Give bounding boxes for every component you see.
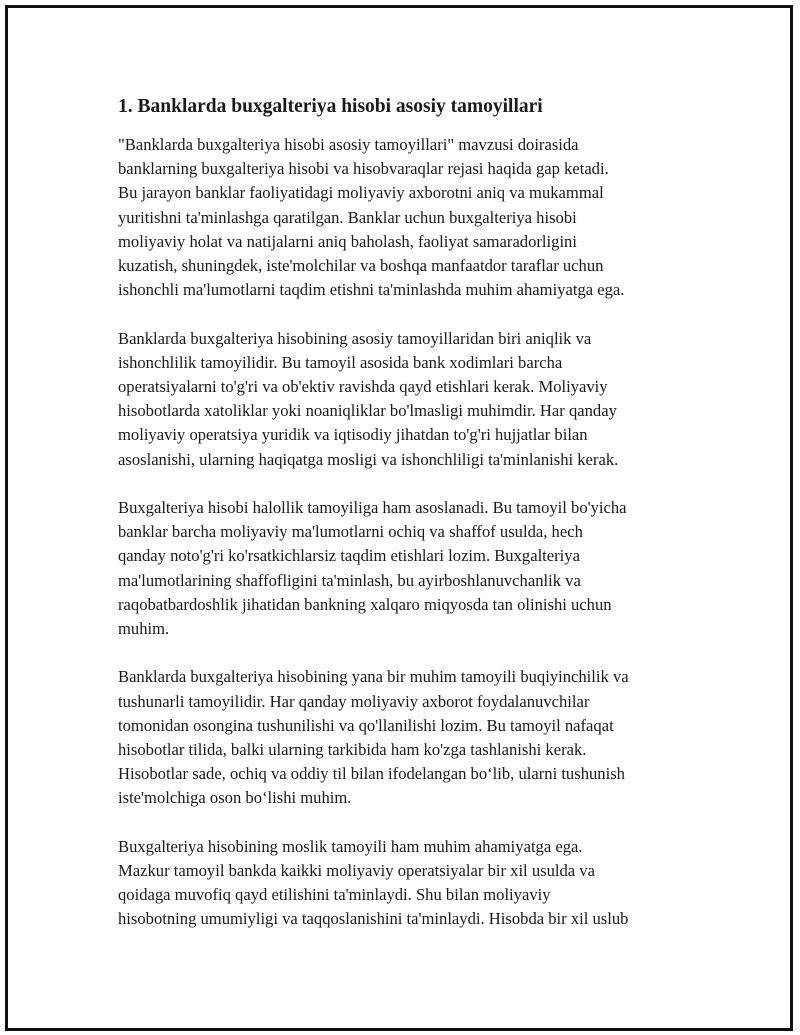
paragraph-line: moliyaviy operatsiya yuridik va iqtisodiy jihatdan to'g'ri hujjatlar bilan [118, 425, 588, 445]
paragraph-line: hisobotlarda xatoliklar yoki noaniqliklar bo'lmasligi muhimdir. Har qanday [118, 401, 617, 421]
paragraph-line: tomonidan osongina tushunilishi va qo'llanilishi lozim. Bu tamoyil nafaqat [118, 715, 614, 735]
document-body [118, 95, 698, 956]
paragraph-line: moliyaviy holat va natijalarni aniq baholash, faoliyat samaradorligini [118, 231, 577, 251]
paragraph-line: kuzatish, shuningdek, iste'molchilar va boshqa manfaatdor taraflar uchun [118, 256, 604, 276]
paragraph-line: banklar barcha moliyaviy ma'lumotlarni ochiq va shaffof usulda, hech [118, 522, 583, 542]
paragraph-line: Banklarda buxgalteriya hisobining asosiy tamoyillaridan biri aniqlik va [118, 328, 592, 348]
paragraph-line: ma'lumotlarining shaffofligini ta'minlash, bu ayirboshlanuvchanlik va [118, 570, 581, 590]
paragraph-line: yuritishni ta'minlashga qaratilgan. Banklar uchun buxgalteriya hisobi [118, 207, 577, 227]
paragraph-line: qoidaga muvofiq qayd etilishini ta'minlaydi. Shu bilan moliyaviy [118, 885, 551, 905]
paragraph-line: hisobotning umumiyligi va taqqoslanishini ta'minlaydi. Hisobda bir xil uslub [118, 909, 629, 929]
paragraph-line: ishonchlilik tamoyilidir. Bu tamoyil asosida bank xodimlari barcha [118, 352, 563, 372]
paragraph-line: Mazkur tamoyil bankda kaikki moliyaviy operatsiyalar bir xil usulda va [118, 861, 595, 881]
section-heading: 1. Banklarda buxgalteriya hisobi asosiy tamoyillari [118, 96, 543, 117]
paragraph [118, 835, 698, 932]
paragraph-line: Banklarda buxgalteriya hisobining yana bir muhim tamoyili buqiyinchilik va [118, 667, 629, 687]
paragraph-line: Buxgalteriya hisobining moslik tamoyili ham muhim ahamiyatga ega. [118, 836, 583, 856]
paragraph-line: tushunarli tamoyilidir. Har qanday moliyaviy axborot foydalanuvchilar [118, 691, 590, 711]
paragraph-line: Hisobotlar sade, ochiq va oddiy til bilan ifodelangan bo‘lib, ularni tushunish [118, 764, 625, 784]
paragraph-list [118, 133, 698, 932]
paragraph-line: qanday noto'g'ri ko'rsatkichlarsiz taqdim etishlari lozim. Buxgalteriya [118, 546, 580, 566]
paragraph [118, 327, 698, 472]
paragraph-line: hisobotlar tilida, balki ularning tarkibida ham ko'zga tashlanishi kerak. [118, 740, 587, 760]
paragraph-line: "Banklarda buxgalteriya hisobi asosiy tamoyillari" mavzusi doirasida [118, 135, 579, 154]
paragraph-line: Buxgalteriya hisobi halollik tamoyiliga ham asoslanadi. Bu tamoyil bo'yicha [118, 498, 627, 518]
paragraph-line: raqobatbardoshlik jihatidan bankning xalqaro miqyosda tan olinishi uchun [118, 594, 612, 614]
paragraph-line: muhim. [118, 619, 170, 639]
paragraph-line: ishonchli ma'lumotlarni taqdim etishni ta'minlashda muhim ahamiyatga ega. [118, 280, 625, 300]
paragraph-line: iste'molchiga oson bo‘lishi muhim. [118, 788, 352, 808]
paragraph [118, 665, 698, 810]
paragraph-line: asoslanishi, ularning haqiqatga mosligi va ishonchliligi ta'minlanishi kerak. [118, 449, 619, 469]
paragraph-line: Bu jarayon banklar faoliyatidagi moliyaviy axborotni aniq va mukammal [118, 183, 604, 203]
paragraph [118, 496, 698, 641]
paragraph [118, 133, 698, 302]
paragraph-line: banklarning buxgalteriya hisobi va hisobvaraqlar rejasi haqida gap ketadi. [118, 159, 609, 179]
paragraph-line: operatsiyalarni to'g'ri va ob'ektiv ravishda qayd etishlari kerak. Moliyaviy [118, 377, 608, 397]
